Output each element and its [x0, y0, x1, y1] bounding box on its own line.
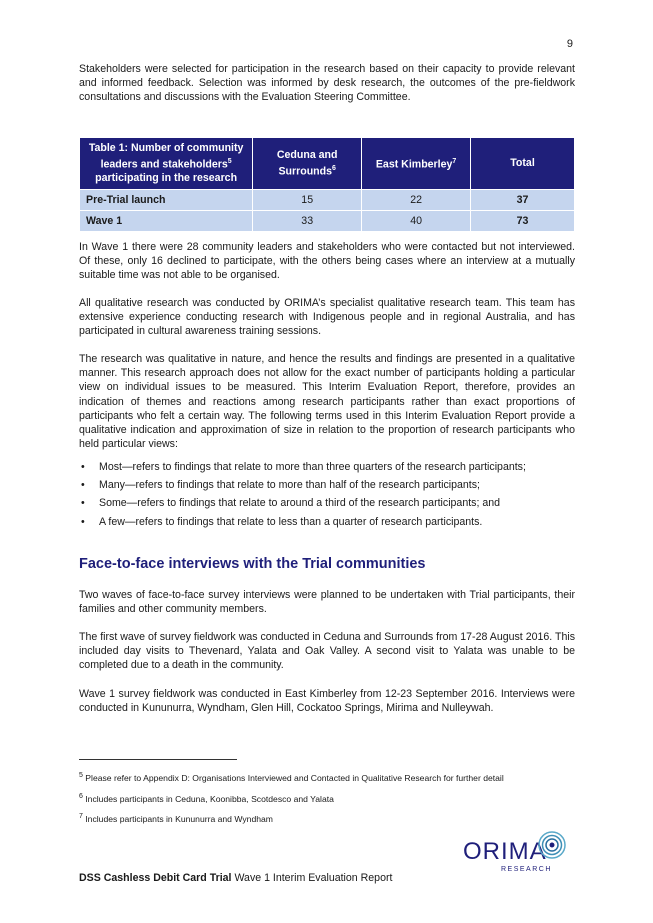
- table-row: [80, 189, 575, 210]
- list-item: • Many—refers to findings that relate to more than half of the research participants;: [79, 478, 575, 492]
- paragraph-qualitative: The research was qualitative in nature, and hence the results and findings are presented in a qualitative manner. This research approach does not allow for the exact number of participants holding a particular view on individual issues to be measured. This Interim Evaluation Report, therefore, provides an indication of themes and reactions among research participants rather than exact proportions of participants who felt a certain way. The following terms used in this Interim Evaluation Report provide a qualitative indication and approximation of size in relation to the proportion of research participants who held particular views:: [79, 353, 575, 451]
- list-item: • A few—refers to findings that relate to less than a quarter of research participants.: [79, 515, 575, 529]
- paragraph-orima: All qualitative research was conducted by ORIMA’s specialist qualitative research team. This team has extensive experience conducting research with Indigenous people and in regional Australia, and has participated in cultural awareness training sessions.: [79, 297, 575, 338]
- cell-total: 37: [471, 189, 575, 210]
- cell-total: 73: [471, 210, 575, 231]
- row-label: Wave 1: [80, 210, 253, 231]
- footnote: $^5$ Please refer to Appendix D: Organisations Interviewed and Contacted in Qualitative Research for further detail: [79, 772, 504, 783]
- table-header-label: Table 1: Number of community leaders and stakeholders$^5$ participating in the research: [80, 138, 253, 190]
- row-label: Pre-Trial launch: [80, 189, 253, 210]
- paragraph-first-wave: The first wave of survey fieldwork was conducted in Ceduna and Surrounds from 17-28 August 2016. This included day visits to Thevenard, Yalata and Oak Valley. A second visit to Yalata was unable to be completed due to a death in the community.: [79, 631, 575, 672]
- cell-kimberley: 40: [362, 210, 471, 231]
- list-item: • Most—refers to findings that relate to more than three quarters of the research participants;: [79, 460, 575, 474]
- table-header-kimberley: East Kimberley$^7$: [362, 138, 471, 190]
- cell-ceduna: 33: [253, 210, 362, 231]
- paragraph-wave1: In Wave 1 there were 28 community leaders and stakeholders who were contacted but not interviewed. Of these, only 16 declined to participate, with the others being cases where an interview at a mutually suitable time was not able to be organised.: [79, 241, 575, 282]
- size-terms-list: [79, 460, 575, 533]
- table-header-ceduna: Ceduna and Surrounds$^6$: [253, 138, 362, 190]
- table-row: [80, 210, 575, 231]
- intro-paragraph: Stakeholders were selected for participation in the research based on their capacity to provide relevant and informed feedback. Selection was informed by desk research, the outcomes of the pre-fieldwork consultations and discussions with the Evaluation Steering Committee.: [79, 63, 575, 104]
- orima-logo: ORIMA RESEARCH: [463, 830, 575, 880]
- cell-kimberley: 22: [362, 189, 471, 210]
- table-header-total: Total: [471, 138, 575, 190]
- page-number: 9: [566, 38, 573, 50]
- stakeholders-table: [79, 137, 575, 232]
- footnote-divider: [79, 759, 237, 760]
- page-footer: DSS Cashless Debit Card Trial Wave 1 Interim Evaluation Report: [79, 872, 393, 884]
- orima-circles-icon: [537, 830, 567, 860]
- footnote: $^6$ Includes participants in Ceduna, Koonibba, Scotdesco and Yalata: [79, 793, 334, 804]
- paragraph-wave1-kimberley: Wave 1 survey fieldwork was conducted in East Kimberley from 12-23 September 2016. Interviews were conducted in Kununurra, Wyndham, Glen Hill, Cockatoo Springs, Mirima and Nulleywah.: [79, 688, 575, 715]
- paragraph-waves: Two waves of face-to-face survey interviews were planned to be undertaken with Trial participants, their families and other community members.: [79, 589, 575, 616]
- list-item: • Some—refers to findings that relate to around a third of the research participants; and: [79, 496, 575, 510]
- cell-ceduna: 15: [253, 189, 362, 210]
- section-heading: Face-to-face interviews with the Trial communities: [79, 556, 426, 572]
- footnote: $^7$ Includes participants in Kununurra and Wyndham: [79, 813, 273, 824]
